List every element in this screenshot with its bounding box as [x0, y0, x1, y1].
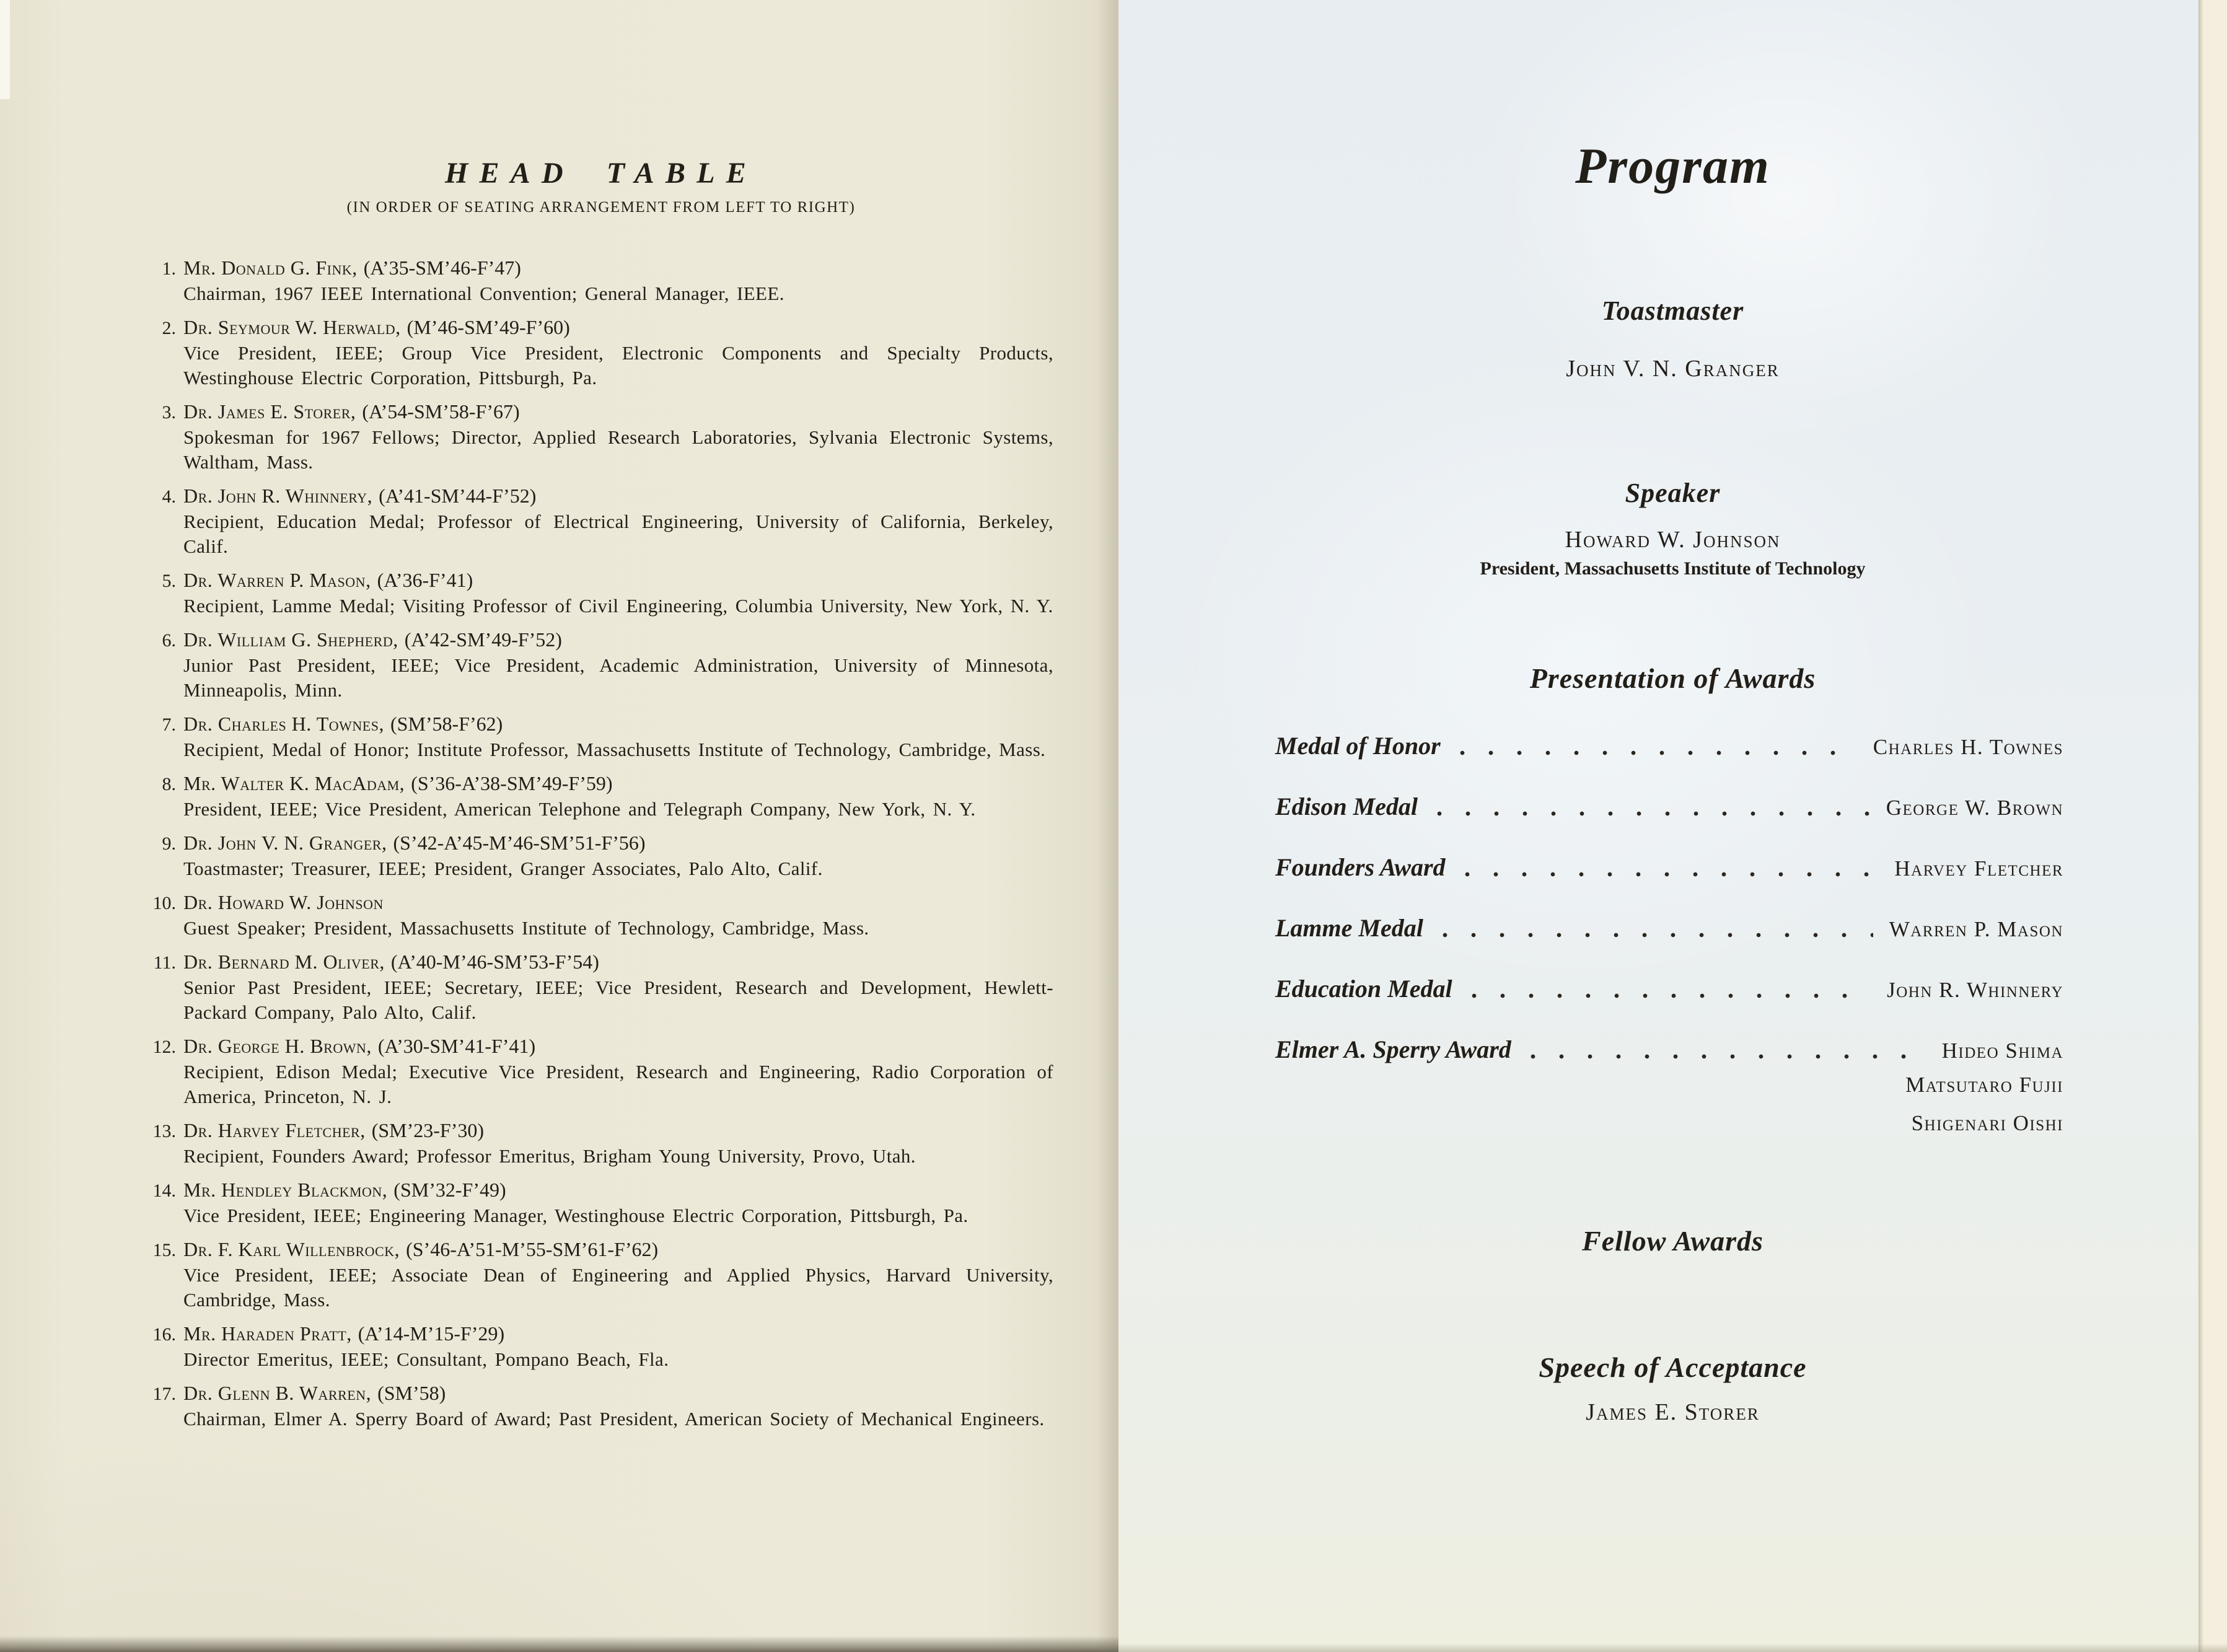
entry-head — [149, 890, 957, 916]
award-recipient: George W. Brown — [1886, 796, 2063, 820]
entry-description: Recipient, Edison Medal; Executive Vice President, Research and Engineering, Radio Corporation of America, Princeton, N. J. — [183, 1061, 1053, 1107]
entry-head — [149, 1118, 957, 1144]
award-recipient: Harvey Fletcher — [1894, 856, 2063, 881]
entry-grades: (A’14-M’15-F’29) — [358, 1322, 505, 1345]
table-entry — [149, 830, 957, 881]
entry-head — [149, 627, 957, 653]
entry-description: Recipient, Founders Award; Professor Emeritus, Brigham Young University, Provo, Utah. — [183, 1145, 916, 1167]
scan-edge-bottom-right — [1118, 1643, 2227, 1652]
award-extra-recipients — [1275, 1066, 2063, 1143]
entry-grades: (A’40-M’46-SM’53-F’54) — [390, 951, 599, 973]
entry-number: 17. — [152, 1384, 176, 1404]
entry-description: Chairman, 1967 IEEE International Convention; General Manager, IEEE. — [183, 283, 784, 304]
entry-grades: (SM’58) — [377, 1382, 446, 1404]
entry-number: 4. — [162, 486, 176, 507]
entry-number: 14. — [152, 1180, 176, 1201]
entry-grades: (A’30-SM’41-F’41) — [377, 1035, 536, 1057]
award-item — [1275, 730, 2063, 762]
entry-head — [149, 949, 957, 975]
entry-head — [149, 1034, 957, 1060]
entry-grades: (S’36-A’38-SM’49-F’59) — [411, 772, 613, 794]
entry-description: Guest Speaker; President, Massachusetts Institute of Technology, Cambridge, Mass. — [183, 917, 869, 939]
fellow-awards-heading: Fellow Awards — [1582, 1225, 1764, 1257]
entry-head — [149, 1177, 957, 1203]
entry-head — [149, 399, 957, 425]
entry-grades: (A’42-SM’49-F’52) — [404, 628, 562, 651]
speech-heading: Speech of Acceptance — [1539, 1351, 1807, 1383]
program-section — [1118, 0, 2227, 1428]
award-leader-dots — [1530, 1053, 1926, 1060]
entry-head — [149, 711, 957, 737]
entry-number: 7. — [162, 714, 176, 735]
table-entry — [149, 483, 1053, 559]
entry-number: 12. — [152, 1037, 176, 1057]
table-entry — [149, 1118, 957, 1169]
award-row — [1275, 1034, 2063, 1066]
entry-head — [149, 483, 957, 509]
scan-corner-sliver — [0, 0, 10, 99]
award-label: Education Medal — [1275, 975, 1452, 1003]
award-label: Elmer A. Sperry Award — [1275, 1035, 1511, 1063]
award-leader-dots — [1459, 750, 1857, 756]
entry-description: Director Emeritus, IEEE; Consultant, Pompano Beach, Fla. — [183, 1348, 669, 1370]
entry-head — [149, 315, 957, 341]
table-entry — [149, 315, 1053, 390]
entry-number: 8. — [162, 774, 176, 794]
entry-number: 13. — [152, 1121, 176, 1141]
entry-description: Senior Past President, IEEE; Secretary, IEEE; Vice President, Research and Development, Hewlett-Packard Company, Palo Alto, Calif. — [183, 977, 1053, 1023]
entry-name: Dr. Charles H. Townes, — [183, 713, 384, 735]
entry-number: 10. — [152, 893, 176, 913]
entry-number: 2. — [162, 318, 176, 338]
entry-description: Junior Past President, IEEE; Vice President, Academic Administration, University of Minnesota, Minneapolis, Minn. — [183, 654, 1053, 701]
entry-description: Spokesman for 1967 Fellows; Director, Applied Research Laboratories, Sylvania Electronic Systems, Waltham, Mass. — [183, 426, 1053, 473]
award-leader-dots — [1464, 871, 1879, 877]
award-item — [1275, 912, 2063, 944]
entry-name: Dr. William G. Shepherd, — [183, 628, 398, 651]
speaker-affiliation: President, Massachusetts Institute of Technology — [1480, 558, 1866, 579]
entry-name: Dr. Bernard M. Oliver, — [183, 951, 385, 973]
table-entry — [149, 1177, 969, 1228]
entry-grades: (M’46-SM’49-F’60) — [406, 316, 570, 338]
head-table-list — [149, 255, 1053, 1431]
award-label: Founders Award — [1275, 853, 1446, 881]
award-row — [1275, 730, 2063, 762]
entry-head — [149, 1381, 957, 1407]
award-recipient: Charles H. Townes — [1873, 735, 2063, 759]
entry-grades: (S’42-A’45-M’46-SM’51-F’56) — [393, 832, 646, 854]
awards-heading: Presentation of Awards — [1529, 662, 1816, 694]
entry-description: Recipient, Lamme Medal; Visiting Professor of Civil Engineering, Columbia University, New York, N. Y. — [183, 595, 1053, 617]
entry-name: Mr. Donald G. Fink, — [183, 257, 358, 279]
award-row — [1275, 851, 2063, 884]
scan-edge-bottom — [0, 1636, 1118, 1652]
award-extra-recipient: Matsutaro Fujii — [1905, 1073, 2063, 1097]
entry-head — [149, 1237, 957, 1263]
entry-name: Mr. Walter K. MacAdam, — [183, 772, 405, 794]
entry-description: Vice President, IEEE; Group Vice President, Electronic Components and Specialty Products, Westinghouse Electric Corporation, Pittsburgh, Pa. — [183, 342, 1053, 389]
award-leader-dots — [1442, 932, 1873, 938]
entry-description: Recipient, Medal of Honor; Institute Professor, Massachusetts Institute of Technology, Cambridge, Mass. — [183, 739, 1046, 760]
award-row — [1275, 791, 2063, 823]
award-leader-dots — [1436, 811, 1870, 817]
table-entry — [149, 1321, 957, 1372]
table-entry — [149, 711, 1046, 762]
entry-grades: (SM’58-F’62) — [390, 713, 503, 735]
award-label: Lamme Medal — [1275, 914, 1423, 942]
entry-name: Dr. John R. Whinnery, — [183, 485, 373, 507]
award-leader-dots — [1471, 993, 1871, 999]
entry-grades: (A’35-SM’46-F’47) — [363, 257, 521, 279]
entry-number: 1. — [162, 258, 176, 279]
award-label: Edison Medal — [1275, 793, 1418, 820]
entry-name: Dr. Howard W. Johnson — [183, 891, 384, 913]
head-table-subtitle: (IN ORDER OF SEATING ARRANGEMENT FROM LEFT TO RIGHT) — [346, 199, 856, 216]
entry-name: Dr. Harvey Fletcher, — [183, 1119, 366, 1141]
table-entry — [149, 627, 1053, 703]
table-entry — [149, 568, 1053, 618]
toastmaster-heading: Toastmaster — [1601, 296, 1744, 326]
award-item — [1275, 1034, 2063, 1143]
entry-description: Vice President, IEEE; Associate Dean of Engineering and Applied Physics, Harvard University, Cambridge, Mass. — [183, 1264, 1053, 1311]
award-recipient: John R. Whinnery — [1887, 978, 2063, 1002]
right-page — [1118, 0, 2227, 1652]
entry-number: 5. — [162, 571, 176, 591]
award-label: Medal of Honor — [1275, 732, 1441, 760]
award-item — [1275, 791, 2063, 823]
award-row — [1275, 912, 2063, 944]
entry-grades: (A’54-SM’58-F’67) — [362, 400, 520, 423]
awards-list — [1275, 730, 2063, 1143]
entry-grades: (SM’23-F’30) — [371, 1119, 485, 1141]
award-recipient: Hideo Shima — [1941, 1039, 2063, 1063]
entry-number: 6. — [162, 630, 176, 651]
table-entry — [149, 949, 1053, 1025]
head-table-section — [0, 0, 1053, 1431]
scan-edge-right — [2198, 0, 2227, 1652]
entry-number: 9. — [162, 833, 176, 854]
table-entry — [149, 255, 957, 306]
entry-name: Mr. Hendley Blackmon, — [183, 1179, 388, 1201]
entry-description: Chairman, Elmer A. Sperry Board of Award; Past President, American Society of Mechanical Engineers. — [183, 1408, 1045, 1430]
entry-name: Dr. F. Karl Willenbrock, — [183, 1238, 400, 1260]
table-entry — [149, 771, 976, 822]
entry-number: 11. — [153, 952, 176, 973]
speaker-heading: Speaker — [1625, 478, 1721, 508]
entry-name: Dr. John V. N. Granger, — [183, 832, 387, 854]
entry-head — [149, 255, 957, 281]
entry-head — [149, 830, 957, 856]
table-entry — [149, 399, 1053, 475]
entry-grades: (SM’32-F’49) — [393, 1179, 506, 1201]
program-title: Program — [1575, 138, 1770, 194]
table-entry — [149, 1237, 1053, 1312]
entry-name: Dr. Glenn B. Warren, — [183, 1382, 372, 1404]
entry-name: Mr. Haraden Pratt, — [183, 1322, 352, 1345]
entry-head — [149, 1321, 957, 1347]
entry-name: Dr. Seymour W. Herwald, — [183, 316, 401, 338]
entry-grades: (S’46-A’51-M’55-SM’61-F’62) — [406, 1238, 659, 1260]
entry-description: President, IEEE; Vice President, American Telephone and Telegraph Company, New York, N. Y. — [183, 798, 976, 820]
speaker-name: Howard W. Johnson — [1565, 527, 1781, 553]
entry-description: Vice President, IEEE; Engineering Manager, Westinghouse Electric Corporation, Pittsburgh, Pa. — [183, 1205, 969, 1226]
table-entry — [149, 1381, 1045, 1431]
entry-number: 3. — [162, 402, 176, 423]
award-row — [1275, 973, 2063, 1005]
award-recipient: Warren P. Mason — [1889, 917, 2063, 941]
table-entry — [149, 890, 957, 941]
entry-number: 16. — [152, 1324, 176, 1345]
entry-head — [149, 568, 957, 594]
entry-number: 15. — [152, 1240, 176, 1260]
entry-name: Dr. James E. Storer, — [183, 400, 356, 423]
entry-head — [149, 771, 957, 797]
entry-grades: (A’36-F’41) — [377, 569, 473, 591]
award-item — [1275, 973, 2063, 1005]
award-extra-recipient: Shigenari Oishi — [1911, 1111, 2063, 1135]
entry-grades: (A’41-SM’44-F’52) — [379, 485, 537, 507]
entry-description: Toastmaster; Treasurer, IEEE; President, Granger Associates, Palo Alto, Calif. — [183, 858, 823, 879]
table-entry — [149, 1034, 1053, 1109]
head-table-title: HEAD TABLE — [444, 157, 758, 190]
entry-description: Recipient, Education Medal; Professor of Electrical Engineering, University of California, Berkeley, Calif. — [183, 511, 1053, 557]
entry-name: Dr. Warren P. Mason, — [183, 569, 371, 591]
toastmaster-name: John V. N. Granger — [1566, 356, 1780, 382]
entry-name: Dr. George H. Brown, — [183, 1035, 372, 1057]
speech-name: James E. Storer — [1586, 1399, 1760, 1425]
award-item — [1275, 851, 2063, 884]
